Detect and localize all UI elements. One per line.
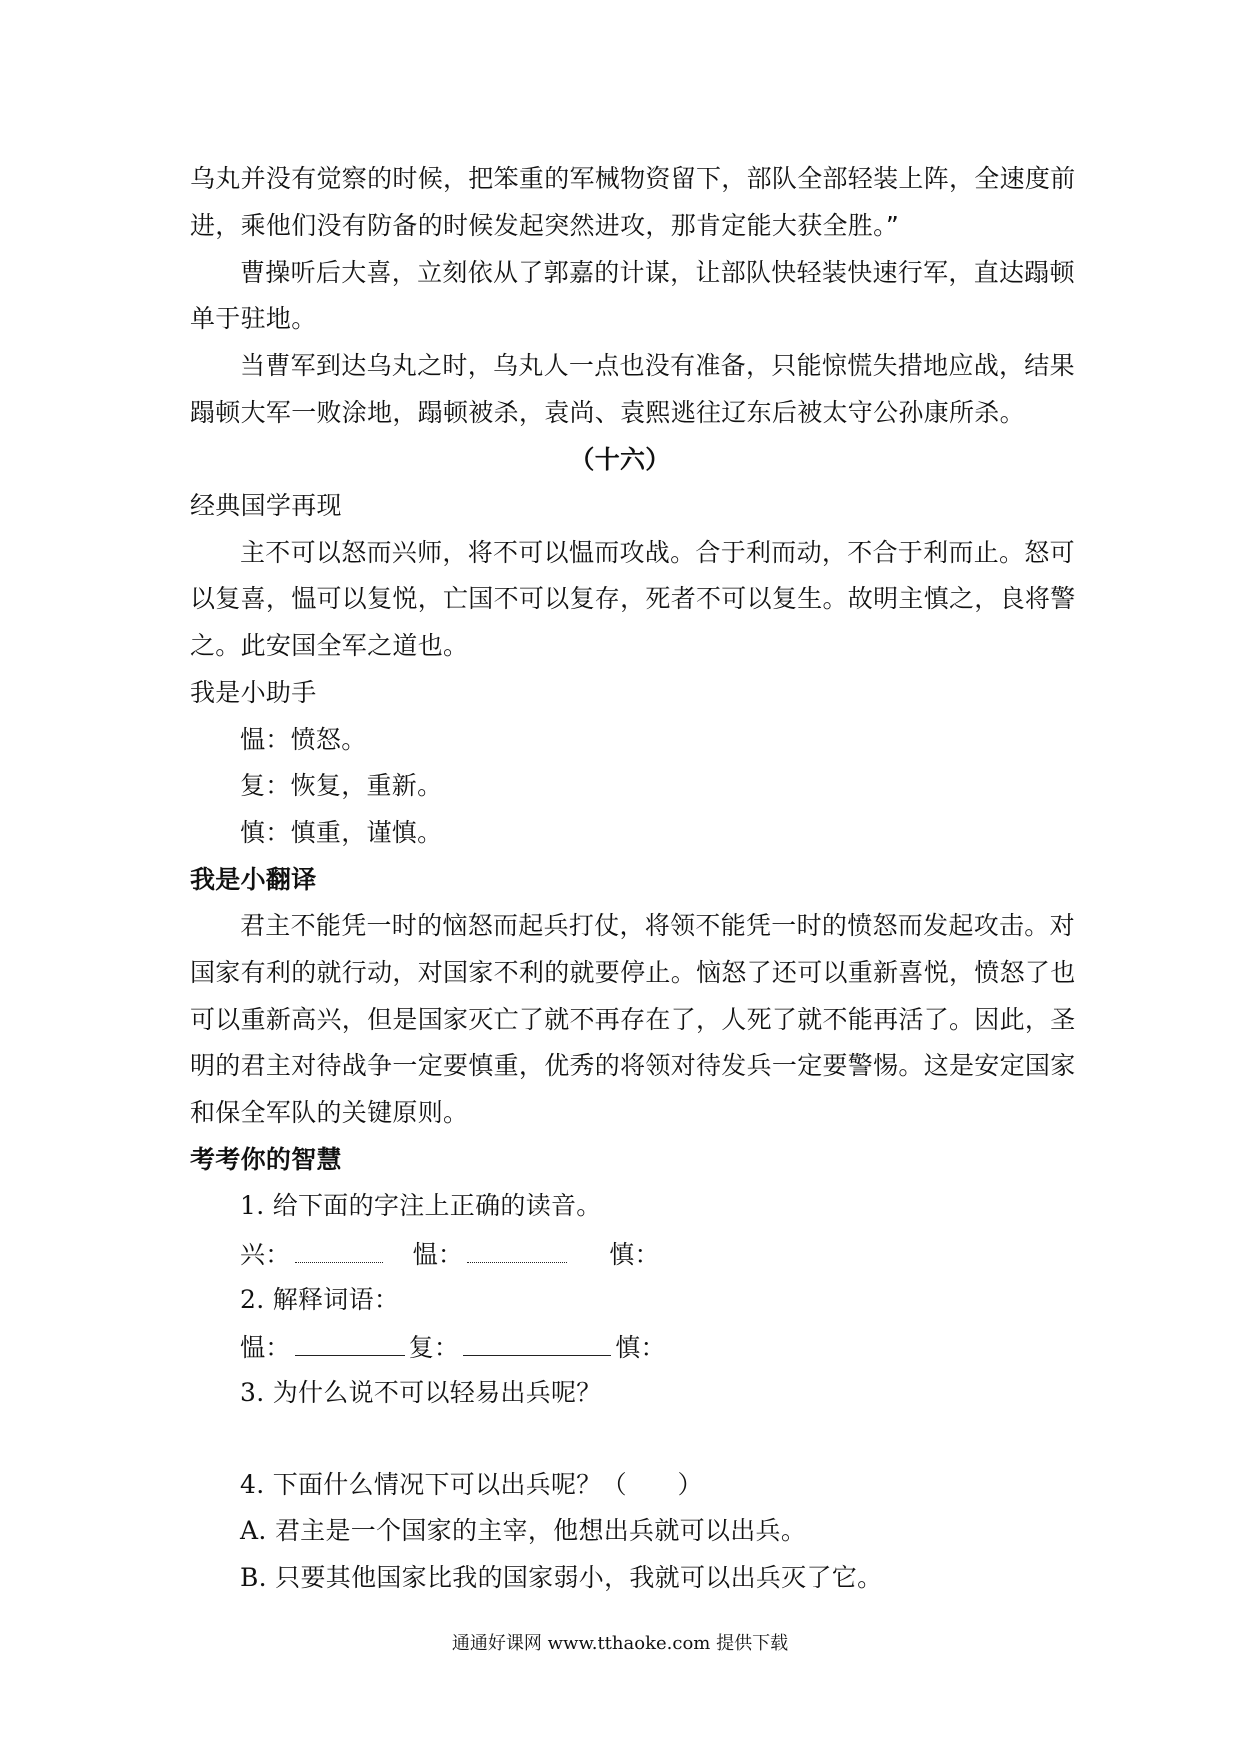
classic-line: 之。此安国全军之道也。 [190, 631, 469, 660]
translation-line: 明的君主对待战争一定要慎重，优秀的将领对待发兵一定要警惕。这是安定国家 [190, 1051, 1076, 1080]
classic-line: 以复喜，愠可以复悦，亡国不可以复存，死者不可以复生。故明主慎之，良将警 [190, 584, 1076, 613]
definition-label-shen: 慎： [615, 1333, 666, 1362]
quiz-question-4: 4. 下面什么情况下可以出兵呢？（ ） [240, 1470, 703, 1499]
story-line: 进，乘他们没有防备的时候发起突然进攻，那肯定能大获全胜。” [190, 211, 900, 240]
quiz-option-b: B. 只要其他国家比我的国家弱小，我就可以出兵灭了它。 [240, 1563, 883, 1592]
quiz-question-1: 1. 给下面的字注上正确的读音。 [240, 1191, 602, 1220]
definition-label-fu: 复： [408, 1333, 460, 1362]
translation-line: 国家有利的就行动，对国家不利的就要停止。恼怒了还可以重新喜悦，愤怒了也 [190, 958, 1076, 987]
quiz-option-a: A. 君主是一个国家的主宰，他想出兵就可以出兵。 [240, 1516, 807, 1545]
translation-line: 君主不能凭一时的恼怒而起兵打仗，将领不能凭一时的愤怒而发起攻击。对 [240, 911, 1075, 940]
story-line: 曹操听后大喜，立刻依从了郭嘉的计谋，让部队快轻装快速行军，直达蹋顿 [240, 258, 1075, 287]
translation-line: 可以重新高兴，但是国家灭亡了就不再存在了，人死了就不能再活了。因此，圣 [190, 1005, 1076, 1034]
story-line: 当曹军到达乌丸之时，乌丸人一点也没有准备，只能惊慌失措地应战，结果 [240, 351, 1075, 380]
definition-label-yun: 愠： [240, 1333, 291, 1362]
classic-heading: 经典国学再现 [190, 491, 342, 520]
pinyin-row [240, 1236, 1060, 1272]
classic-line: 主不可以怒而兴师，将不可以愠而攻战。合于利而动，不合于利而止。怒可 [240, 538, 1075, 567]
story-line: 乌丸并没有觉察的时候，把笨重的军械物资留下，部队全部轻装上阵，全速度前 [190, 164, 1076, 193]
helper-item: 慎：慎重，谨慎。 [240, 818, 443, 847]
section-title: （十六） [569, 445, 671, 474]
quiz-question-2: 2. 解释词语： [240, 1285, 400, 1314]
definition-row [240, 1329, 1060, 1365]
story-line: 单于驻地。 [190, 304, 317, 333]
story-line: 蹋顿大军一败涂地，蹋顿被杀，袁尚、袁熙逃往辽东后被太守公孙康所杀。 [190, 398, 1025, 427]
definition-blank-yun[interactable] [295, 1329, 405, 1356]
helper-heading: 我是小助手 [190, 678, 317, 707]
helper-item: 愠：愤怒。 [240, 725, 367, 754]
page-footer: 通通好课网 www.tthaoke.com 提供下载 [451, 1633, 789, 1654]
pinyin-blank-yun[interactable] [467, 1236, 567, 1263]
helper-item: 复：恢复，重新。 [240, 771, 443, 800]
translation-heading: 我是小翻译 [190, 865, 317, 894]
quiz-heading: 考考你的智慧 [190, 1145, 342, 1174]
pinyin-label-yun: 愠： [412, 1240, 464, 1269]
pinyin-label-xing: 兴： [240, 1240, 291, 1269]
translation-line: 和保全军队的关键原则。 [190, 1098, 469, 1127]
pinyin-label-shen: 慎： [609, 1240, 660, 1269]
definition-blank-fu[interactable] [463, 1329, 611, 1356]
quiz-question-3: 3. 为什么说不可以轻易出兵呢？ [240, 1378, 602, 1407]
pinyin-blank-xing[interactable] [295, 1236, 383, 1263]
